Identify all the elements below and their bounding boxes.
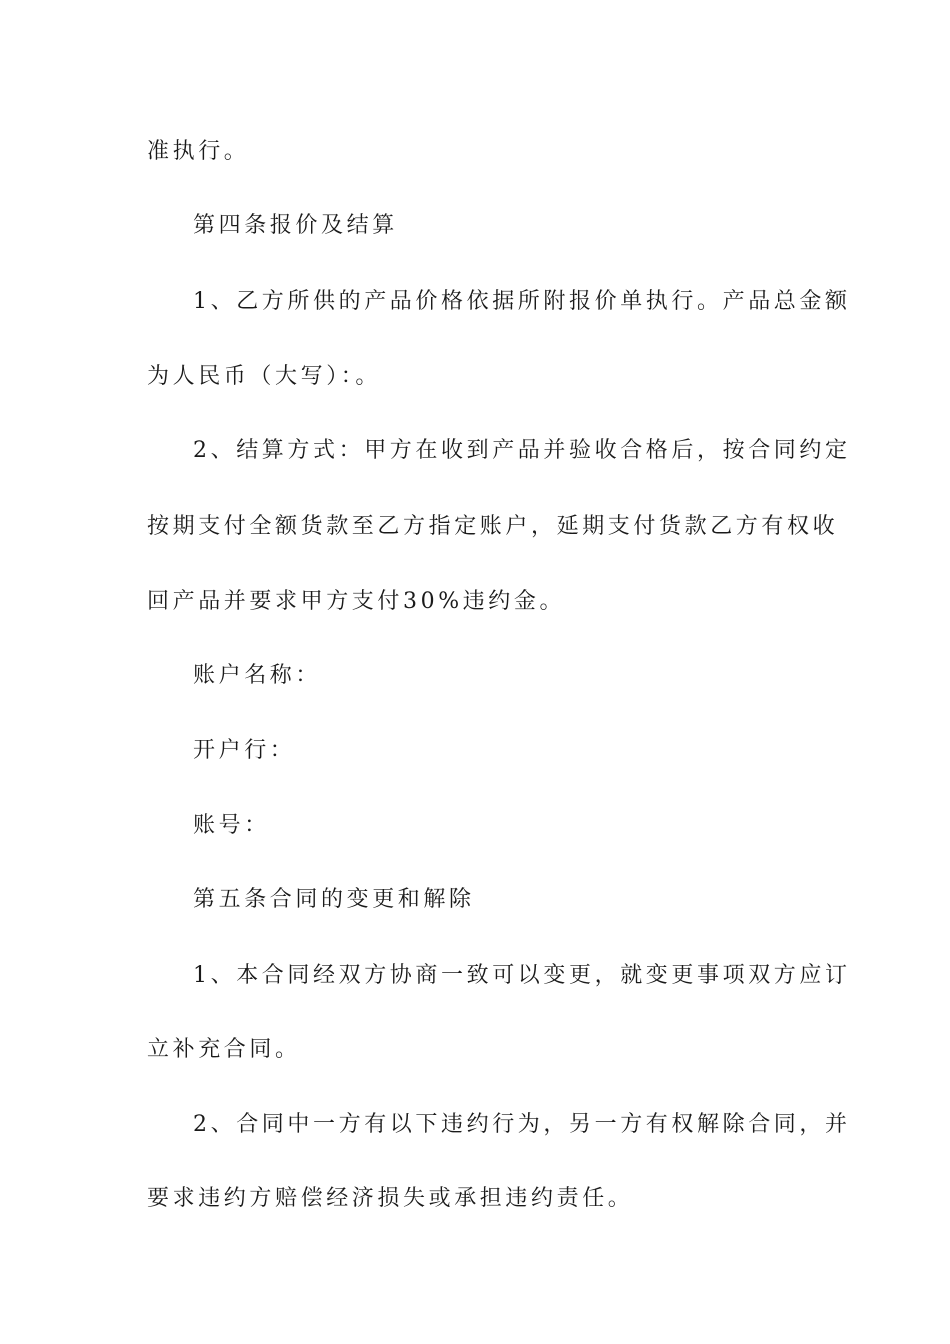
section-heading: 第五条合同的变更和解除 [193, 887, 475, 912]
text-line: 回产品并要求甲方支付30%违约金。 [147, 589, 566, 614]
account-number-label: 账号： [193, 813, 270, 838]
text-line: 准执行。 [147, 139, 250, 164]
text-line: 1、乙方所供的产品价格依据所附报价单执行。产品总金额 [193, 289, 851, 314]
text-line: 为人民币（大写）：。 [147, 364, 382, 389]
bank-label: 开户行： [193, 738, 296, 763]
text-line: 按期支付全额货款至乙方指定账户，延期支付货款乙方有权收 [147, 514, 839, 539]
text-line: 1、本合同经双方协商一致可以变更，就变更事项双方应订 [193, 963, 851, 988]
text-line: 立补充合同。 [147, 1037, 301, 1062]
text-line: 要求违约方赔偿经济损失或承担违约责任。 [147, 1186, 634, 1211]
text-line: 2、结算方式：甲方在收到产品并验收合格后，按合同约定 [193, 438, 851, 463]
account-name-label: 账户名称： [193, 663, 322, 688]
section-heading: 第四条报价及结算 [193, 213, 398, 238]
text-line: 2、合同中一方有以下违约行为，另一方有权解除合同，并 [193, 1112, 851, 1137]
